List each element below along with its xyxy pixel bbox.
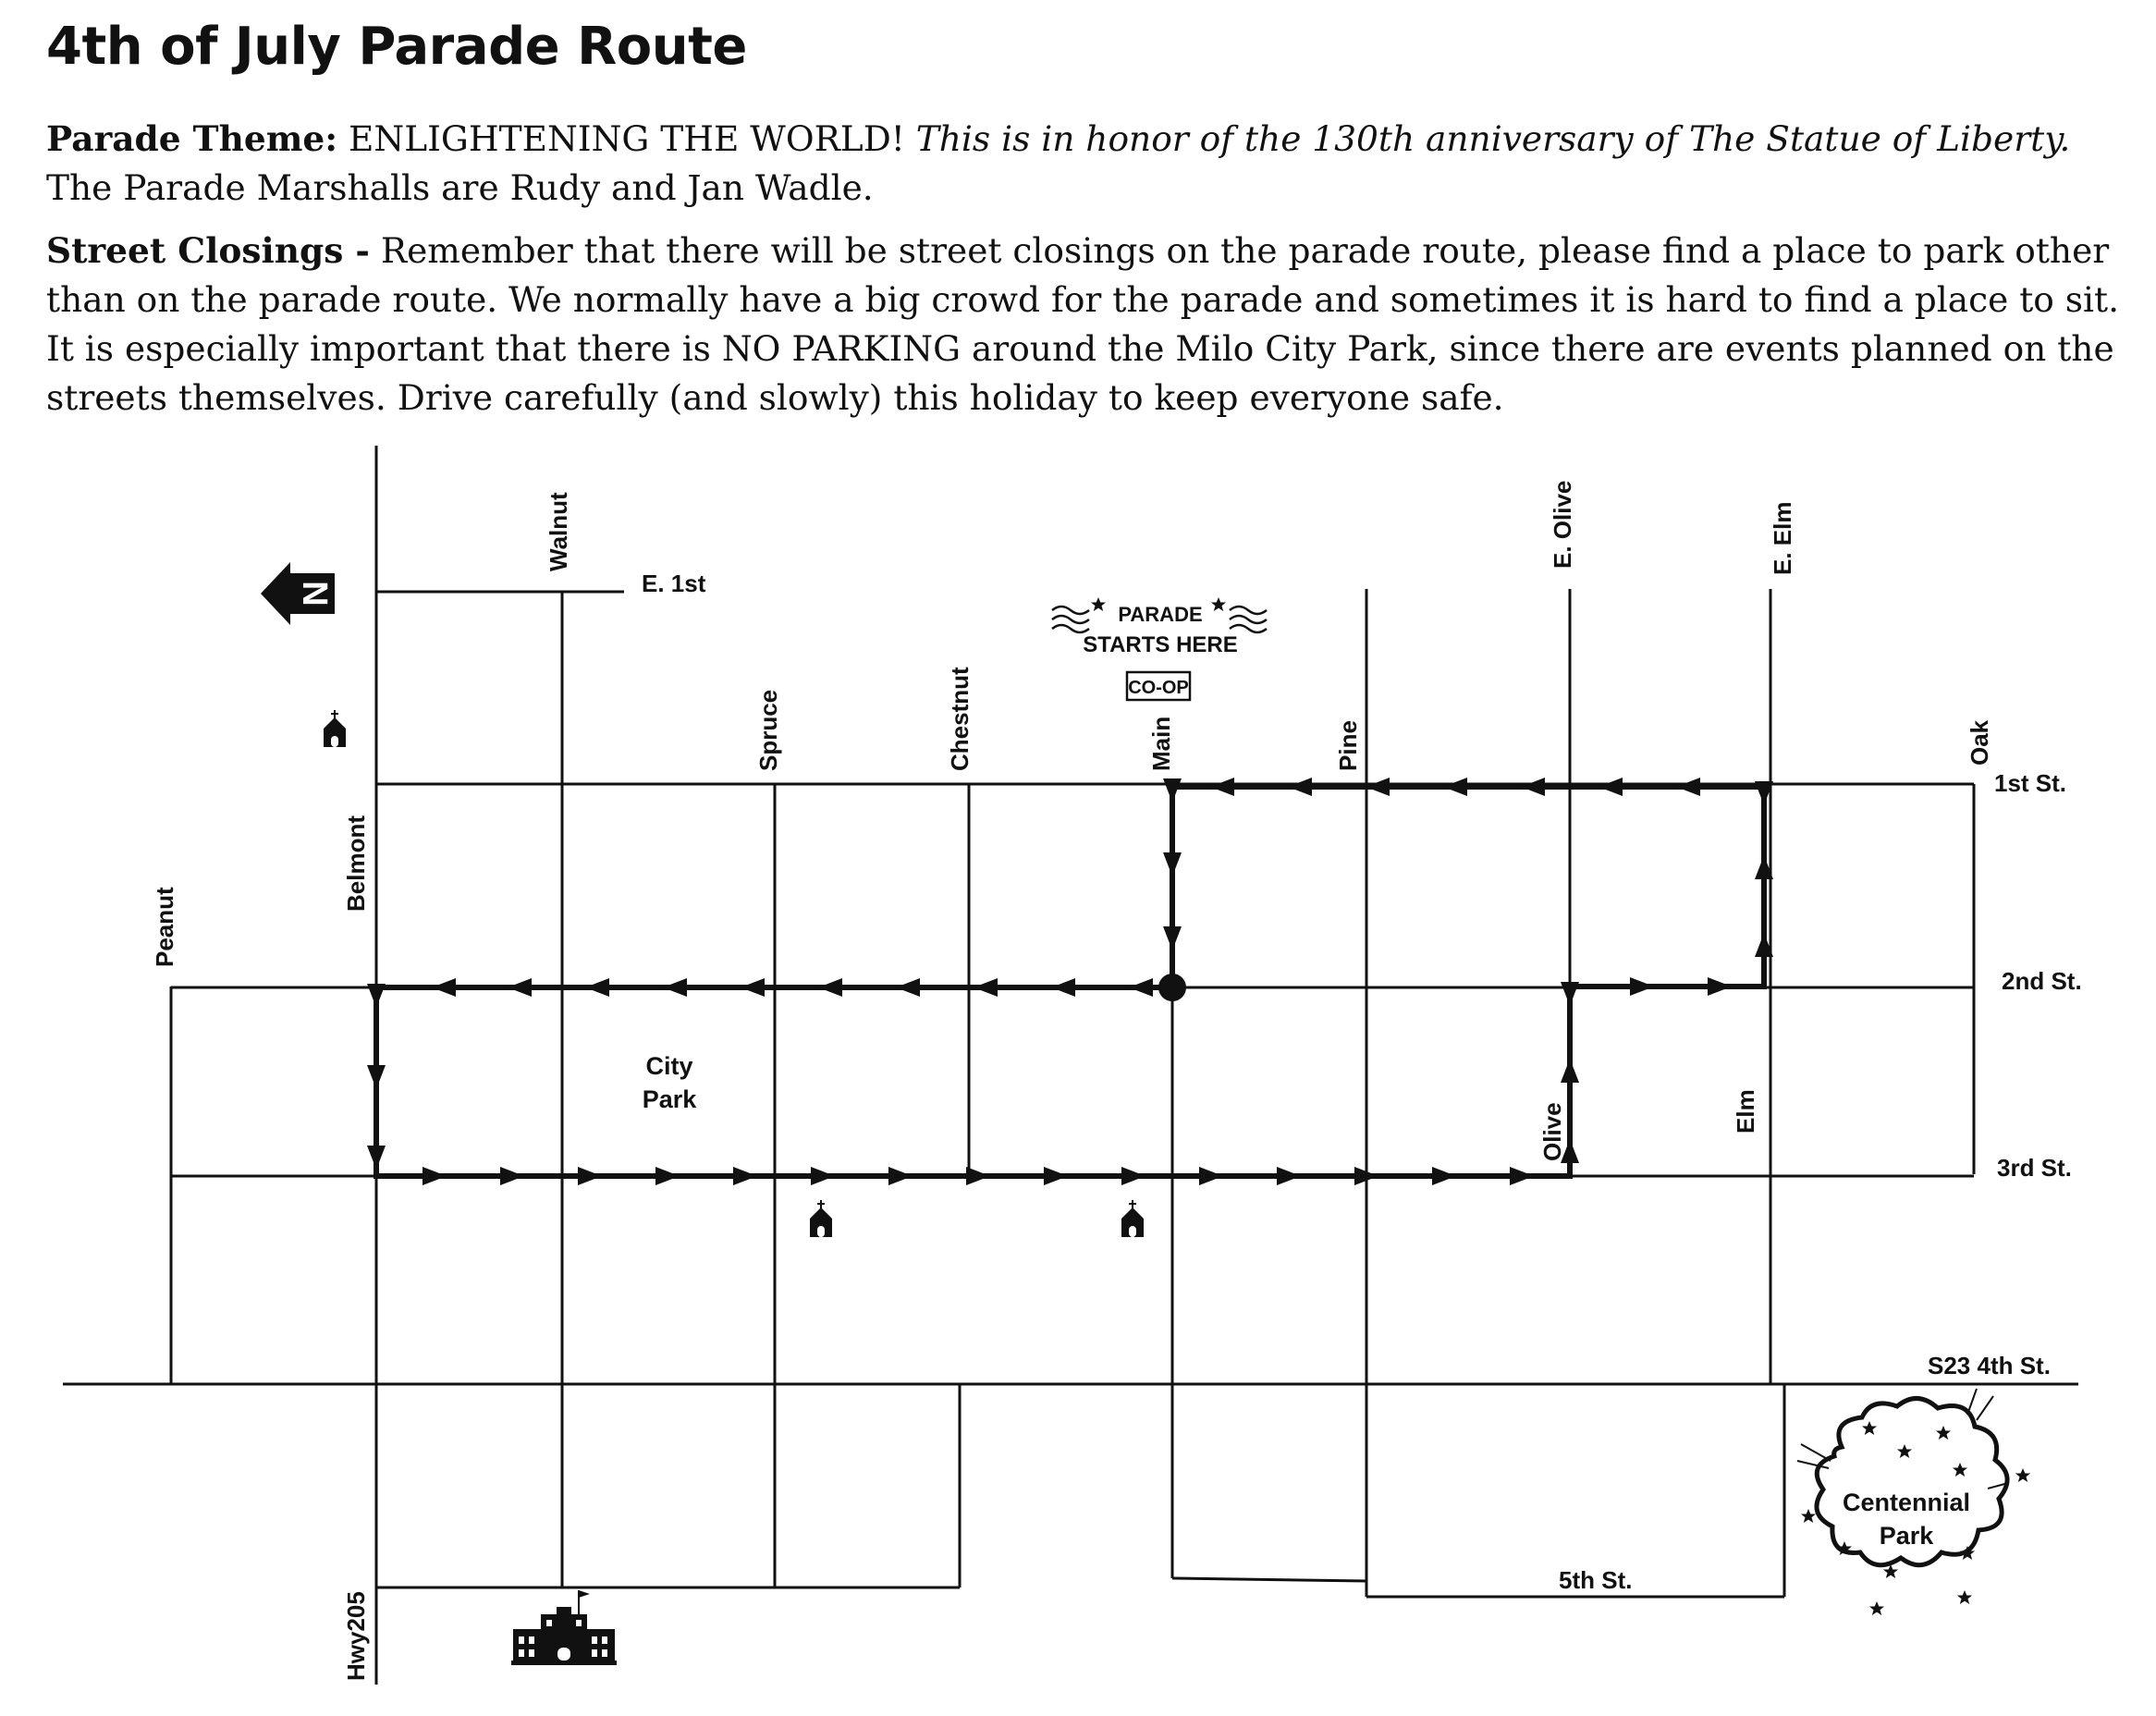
route-arrow [1199,1167,1223,1185]
centennial-park-burst [1797,1389,2030,1615]
e-olive-label: E. Olive [1549,480,1576,569]
route-arrow [1561,1059,1579,1083]
route-arrow [1163,926,1182,950]
route-arrow [655,1167,680,1185]
street-closings-label: Street Closings - [46,230,370,271]
first-street-label: 1st St. [1994,769,2067,797]
peanut-label: Peanut [151,887,178,967]
route-arrow [966,1167,990,1185]
route-arrow [896,978,920,997]
route-arrow [1051,978,1075,997]
route-arrow [1044,1167,1068,1185]
route-arrow [585,978,609,997]
star-icon [1091,597,1106,611]
flag-wave-left-icon [1052,607,1089,632]
route-arrow [508,978,532,997]
route-arrow [1521,778,1545,796]
elm-label: Elm [1732,1089,1759,1134]
walnut-label: Walnut [545,492,572,571]
route-arrow [663,978,687,997]
route-junction-dot [1158,974,1186,1001]
star-icon [2015,1468,2030,1482]
parade-marshals: The Parade Marshalls are Rudy and Jan Wadle. [46,167,874,208]
route-arrow [733,1167,757,1185]
route-arrow [367,1146,386,1170]
route-arrow [423,1167,447,1185]
church-icon [810,1200,832,1237]
route-arrow [1432,1167,1456,1185]
parade-start-line2: STARTS HERE [1083,632,1238,657]
e-elm-label: E. Elm [1769,501,1796,575]
star-icon [1957,1590,1972,1604]
north-arrow-icon [261,562,335,625]
olive-label: Olive [1538,1102,1566,1161]
route-arrow [1366,778,1390,796]
second-street-label: 2nd St. [2002,967,2082,995]
north-label: N [295,581,334,607]
chestnut-label: Chestnut [946,667,974,771]
route-arrow [1708,977,1732,996]
route-arrow [500,1167,524,1185]
page-title: 4th of July Parade Route [46,17,747,77]
route-arrow [811,1167,835,1185]
route-arrow [1121,1167,1145,1185]
star-icon [1801,1509,1816,1523]
school-building-icon [511,1590,617,1665]
route-arrow [1561,982,1579,1006]
parade-theme-text: ENLIGHTENING THE WORLD! [337,118,916,159]
centennial-label-line1: Centennial [1842,1489,1971,1516]
centennial-label-line2: Park [1879,1522,1934,1550]
route-arrow [1163,778,1182,803]
city-park-label-line2: Park [642,1085,697,1113]
main-south-connector [1172,1578,1366,1581]
route-arrow [974,978,998,997]
flag-wave-right-icon [1230,607,1267,632]
route-arrow [818,978,842,997]
route-arrow [1599,778,1623,796]
parade-theme-label: Parade Theme: [46,118,338,159]
parade-start-line1: PARADE [1118,603,1203,626]
route-arrow [1510,1167,1534,1185]
s23-4th-street-label: S23 4th St. [1928,1352,2051,1379]
route-arrow [432,978,456,997]
oak-label: Oak [1966,719,1993,766]
route-arrow [1630,977,1654,996]
belmont-label: Belmont [342,815,370,912]
parade-theme-honor: This is in honor of the 130th anniversary of The Statue of Liberty. [915,118,2071,159]
route-arrow [578,1167,602,1185]
route-arrow [1443,778,1467,796]
pine-label: Pine [1334,720,1362,771]
church-icon [324,710,346,747]
route-arrow [888,1167,913,1185]
parade-start-badge [1052,597,1267,700]
route-arrow [367,1065,386,1089]
route-arrow [1163,852,1182,876]
main-label: Main [1147,716,1175,771]
star-icon [1869,1601,1884,1615]
third-street-label: 3rd St. [1997,1154,2072,1182]
route-arrow [741,978,765,997]
route-arrow [1129,978,1153,997]
route-arrow [1210,778,1234,796]
street-closings-text: Remember that there will be street closings on the parade route, please find a place to park other than on the parade route. We normally have a big crowd for the parade and sometimes it is hard to find a place to sit. It is especially important that there is NO PARKING around the Milo City Park, since there are events planned on the streets themselves. Drive carefully (and slowly) this holiday to keep everyone safe. [46,230,2120,418]
star-icon [1211,597,1226,611]
e-1st-label: E. 1st [642,570,706,597]
route-arrow [1676,778,1700,796]
route-arrow [367,984,386,1008]
route-arrow [1277,1167,1301,1185]
hwy205-label: Hwy205 [342,1591,370,1681]
street-grid [63,446,2078,1685]
city-park-label-line1: City [645,1052,693,1080]
fifth-street-label: 5th St. [1559,1566,1633,1594]
spruce-label: Spruce [754,689,782,771]
route-arrow [1288,778,1312,796]
church-icon [1121,1200,1144,1237]
co-op-label: CO-OP [1128,678,1189,698]
